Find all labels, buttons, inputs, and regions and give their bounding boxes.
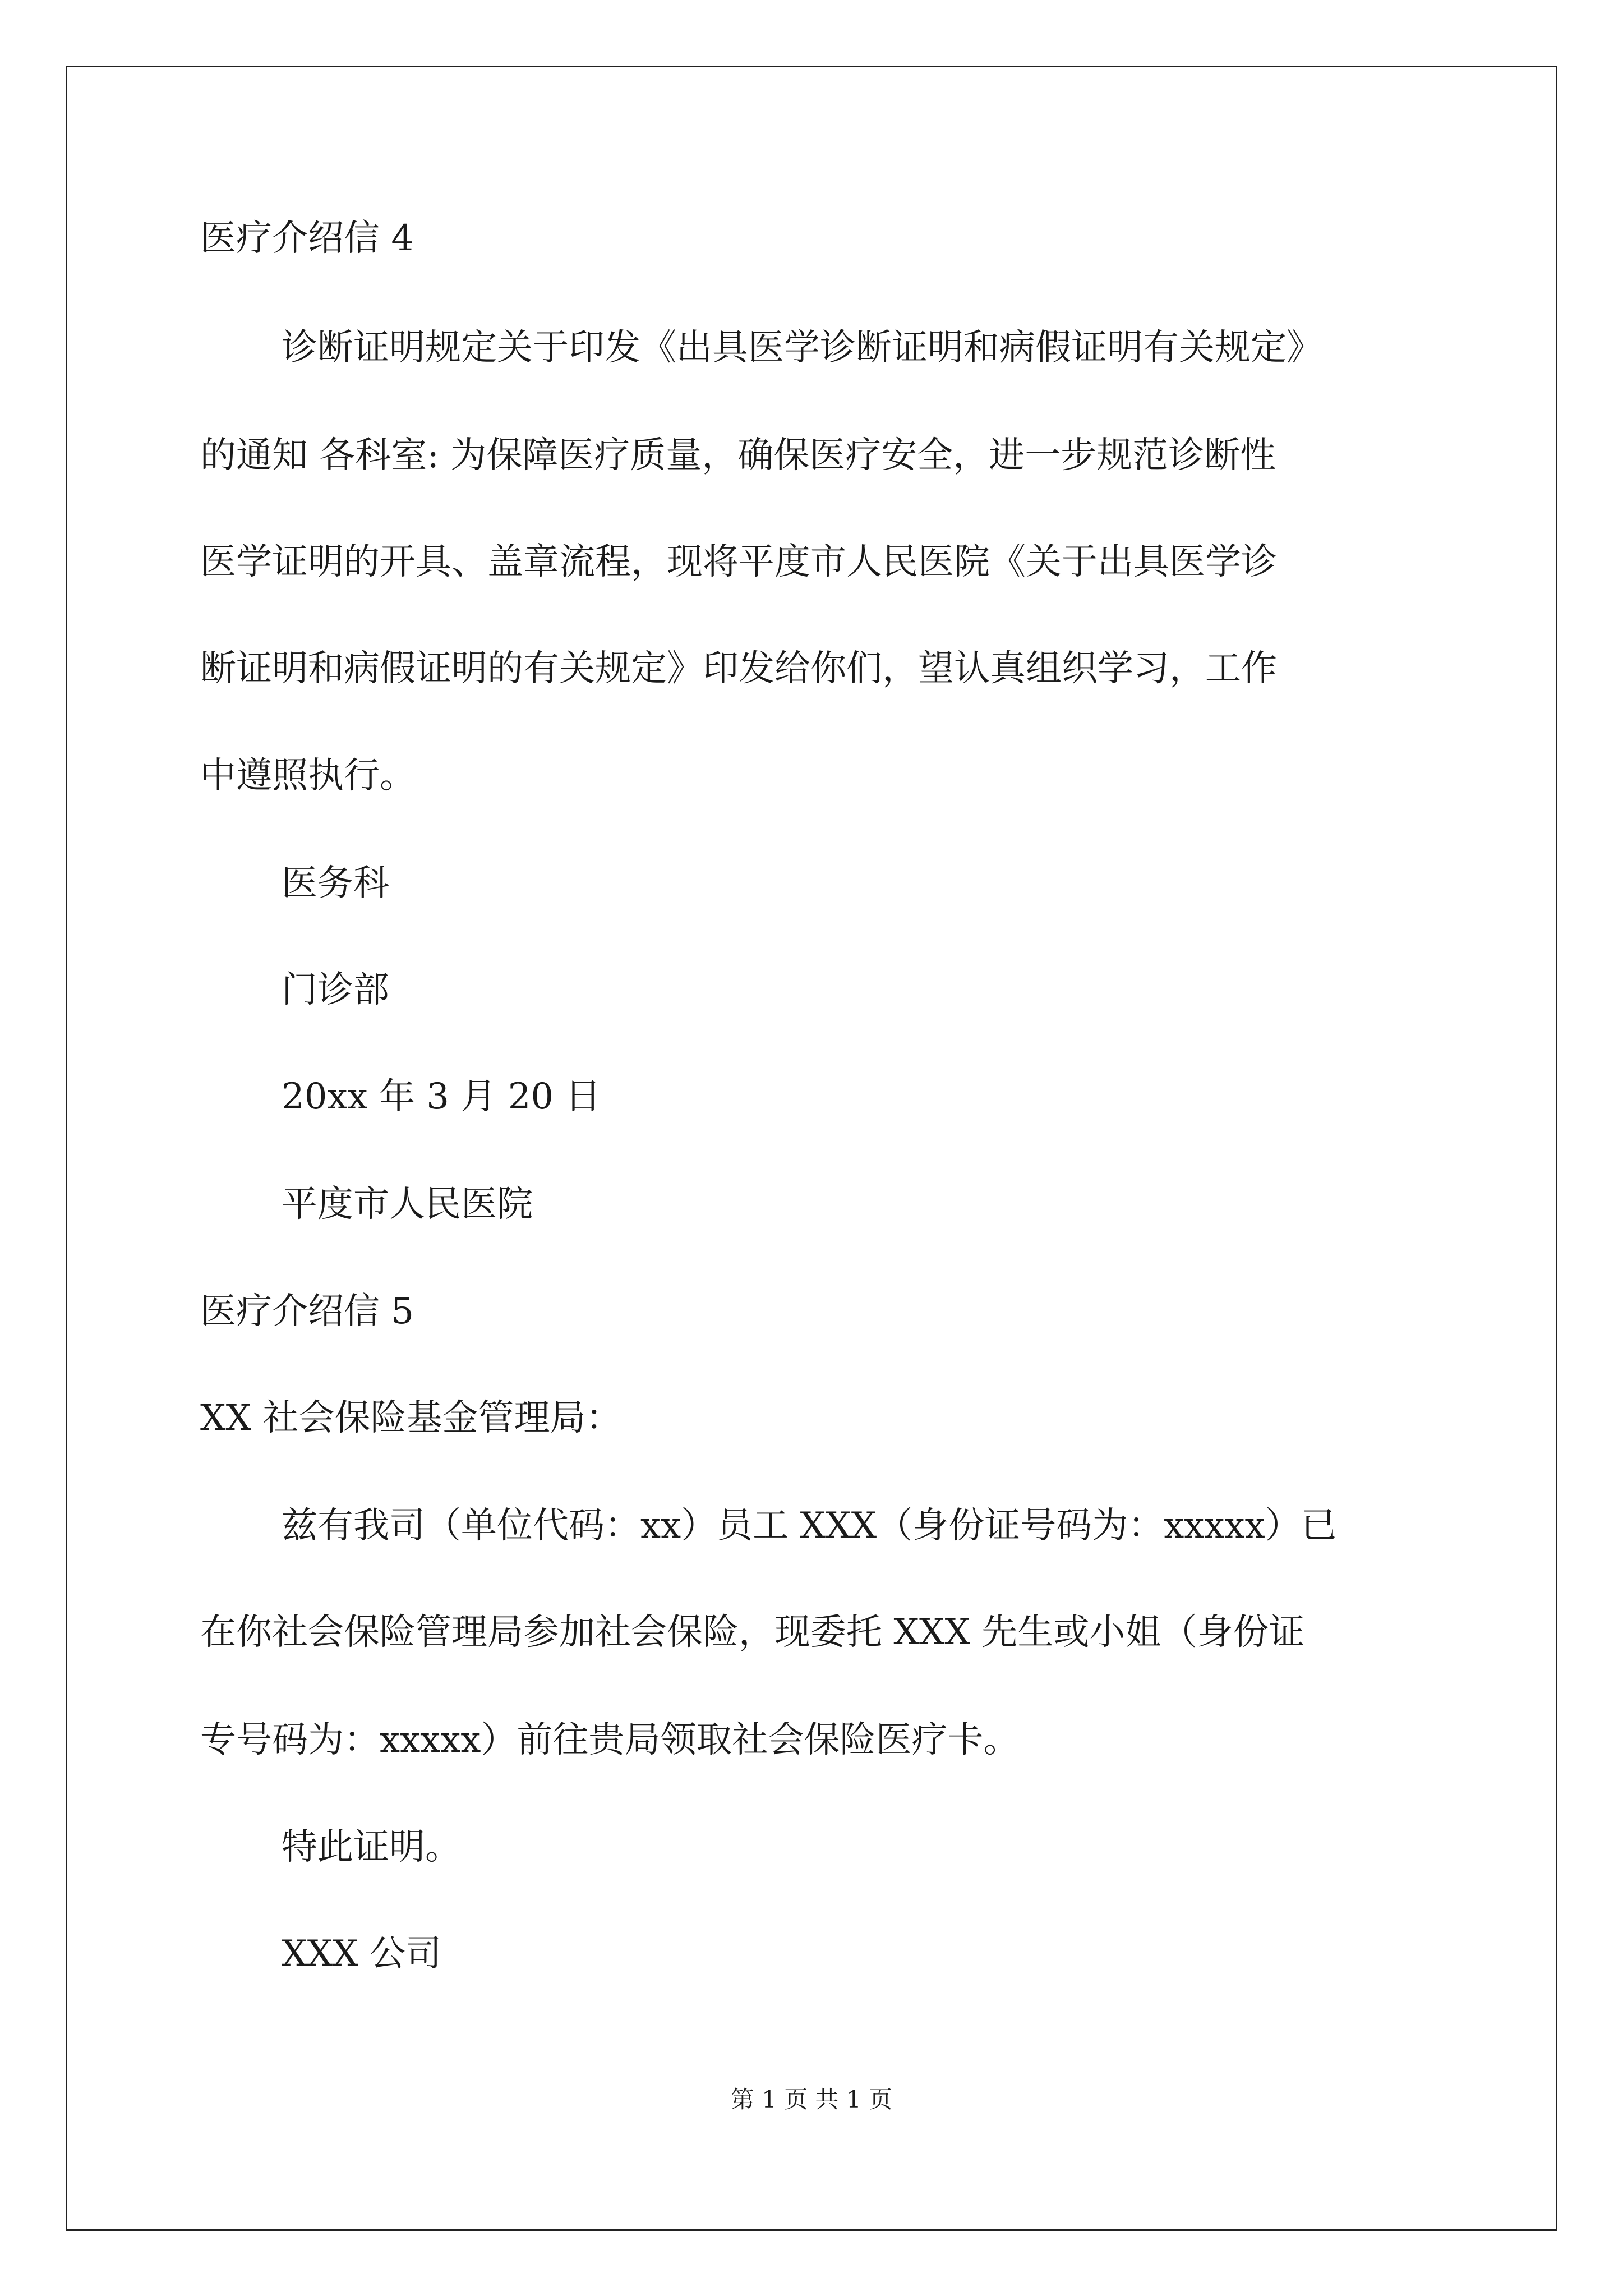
signature-department-outpatient: 门诊部: [282, 969, 389, 1011]
section-4-paragraph-line-4: 断证明和病假证明的有关规定》印发给你们，望认真组织学习，工作: [200, 648, 1277, 689]
section-4-paragraph-line-1: 诊断证明规定关于印发《出具医学诊断证明和病假证明有关规定》: [282, 327, 1322, 369]
page-footer: 第 1 页 共 1 页: [730, 2086, 893, 2113]
section-5-salutation: XX 社会保险基金管理局：: [200, 1397, 622, 1439]
page-border: [66, 66, 1557, 2231]
section-4-paragraph-line-2: 的通知 各科室: 为保障医疗质量，确保医疗安全，进一步规范诊断性: [200, 435, 1276, 476]
signature-department-medical: 医务科: [282, 863, 389, 904]
section-5-paragraph-line-1: 兹有我司（单位代码：xx）员工 XXX（身份证号码为：xxxxx）已: [282, 1505, 1337, 1547]
section-4-paragraph-line-5: 中遵照执行。: [200, 755, 416, 797]
signature-date: 20xx 年 3 月 20 日: [282, 1076, 601, 1117]
section-4-paragraph-line-3: 医学证明的开具、盖章流程，现将平度市人民医院《关于出具医学诊: [200, 541, 1277, 583]
section-5-signature: XXX 公司: [282, 1933, 442, 1975]
section-5-heading: 医疗介绍信 5: [200, 1291, 414, 1332]
section-5-paragraph-line-3: 专号码为：xxxxx）前往贵局领取社会保险医疗卡。: [200, 1719, 1020, 1761]
section-5-paragraph-line-2: 在你社会保险管理局参加社会保险，现委托 XXX 先生或小姐（身份证: [200, 1612, 1305, 1653]
section-5-closing: 特此证明。: [282, 1826, 461, 1868]
section-4-heading: 医疗介绍信 4: [200, 218, 414, 259]
signature-hospital: 平度市人民医院: [282, 1184, 533, 1225]
